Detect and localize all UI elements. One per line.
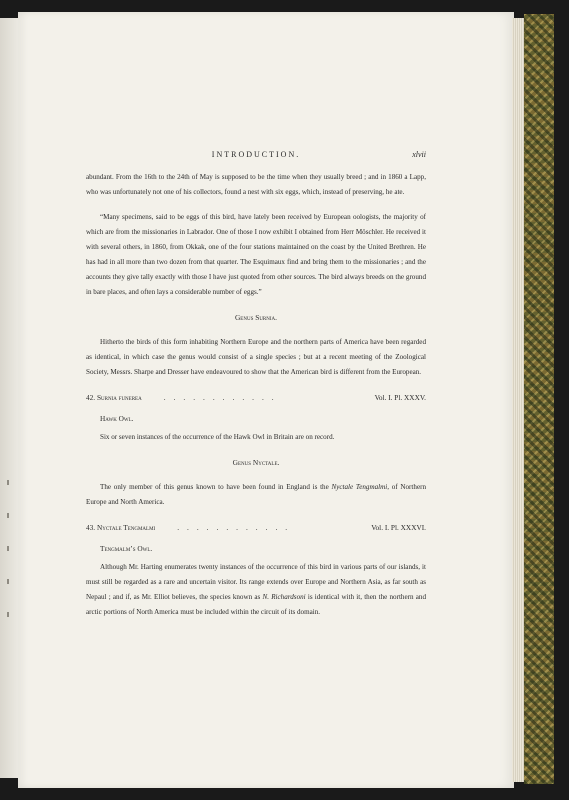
- running-head-title: INTRODUCTION.: [211, 150, 301, 159]
- species-entry-42: [86, 390, 426, 405]
- genus-heading-surnia: Genus Surnia.: [234, 313, 278, 322]
- paragraph: abundant. From the 16th to the 24th of May is supposed to be the time when they usually breed ; and in 1860 a Lapp, who was unfortunately not one of his collectors, found a nest with six eggs, which, instead of preserving, he ate.: [86, 173, 426, 196]
- paragraph: The only member of this genus known to have been found in England is the Nyctale Tengmalmi, of Northern Europe and North America.: [86, 483, 426, 506]
- marbled-endpaper: [524, 14, 554, 784]
- common-name-heading: Hawk Owl.: [100, 414, 134, 423]
- gutter-marks: [4, 480, 14, 680]
- running-head: [86, 150, 426, 162]
- plate-reference: Vol. I. Pl. XXXVI.: [371, 523, 426, 532]
- page-fore-edge: [512, 18, 524, 782]
- dot-leaders: ............: [177, 523, 296, 532]
- paragraph: Six or seven instances of the occurrence of the Hawk Owl in Britain are on record.: [100, 433, 335, 441]
- paragraph: Although Mr. Harting enumerates twenty instances of the occurrence of this bird in various parts of our islands, it must still be regarded as a rare and uncertain visitor. Its range extends over Europe and Northern Asia, as far south as Nepaul ; and if, as Mr. Elliot believes, the species known as N. Richardsoni is identical with it, then the northern and arctic portions of North America must be included within the circuit of its domain.: [86, 563, 426, 616]
- common-name-heading: Tengmalm’s Owl.: [100, 544, 153, 553]
- genus-heading-nyctale: Genus Nyctale.: [232, 458, 280, 467]
- paragraph: Hitherto the birds of this form inhabiting Northern Europe and the northern parts of America have been regarded as identical, in which case the genus would consist of a single species ; but at a recent meeting of the Zoological Society, Messrs. Sharpe and Dresser have endeavoured to show that the American bird is different from the European.: [86, 338, 426, 376]
- page-body: [86, 170, 426, 620]
- species-italic: Nyctale Tengmalmi,: [331, 483, 389, 491]
- species-number: 42.: [86, 393, 96, 402]
- species-entry-43: [86, 520, 426, 535]
- plate-reference: Vol. I. Pl. XXXV.: [374, 393, 426, 402]
- dot-leaders: ............: [163, 393, 282, 402]
- paragraph-quote: “Many specimens, said to be eggs of this bird, have lately been received by European oologists, the majority of which are from the missionaries in Labrador. One of those I now exhibit I obtained from Herr Möschler. He received it with several others, in 1860, from Okkak, one of the four stations maintained on the coast by the United Brethren. He has had in all more than two dozen from that quarter. The Esquimaux find and bring them to the missionaries ; and the accounts they give tally exactly with those I have just quoted from other sources. The bird always breeds on the ground in bare places, and often lays a considerable number of eggs.”: [86, 213, 426, 296]
- species-italic: N. Richardsoni: [262, 593, 306, 601]
- species-name: Surnia funerea: [96, 393, 142, 402]
- page-number: xlvii: [412, 150, 426, 159]
- species-number: 43.: [86, 523, 96, 532]
- species-name: Nyctale Tengmalmi: [96, 523, 156, 532]
